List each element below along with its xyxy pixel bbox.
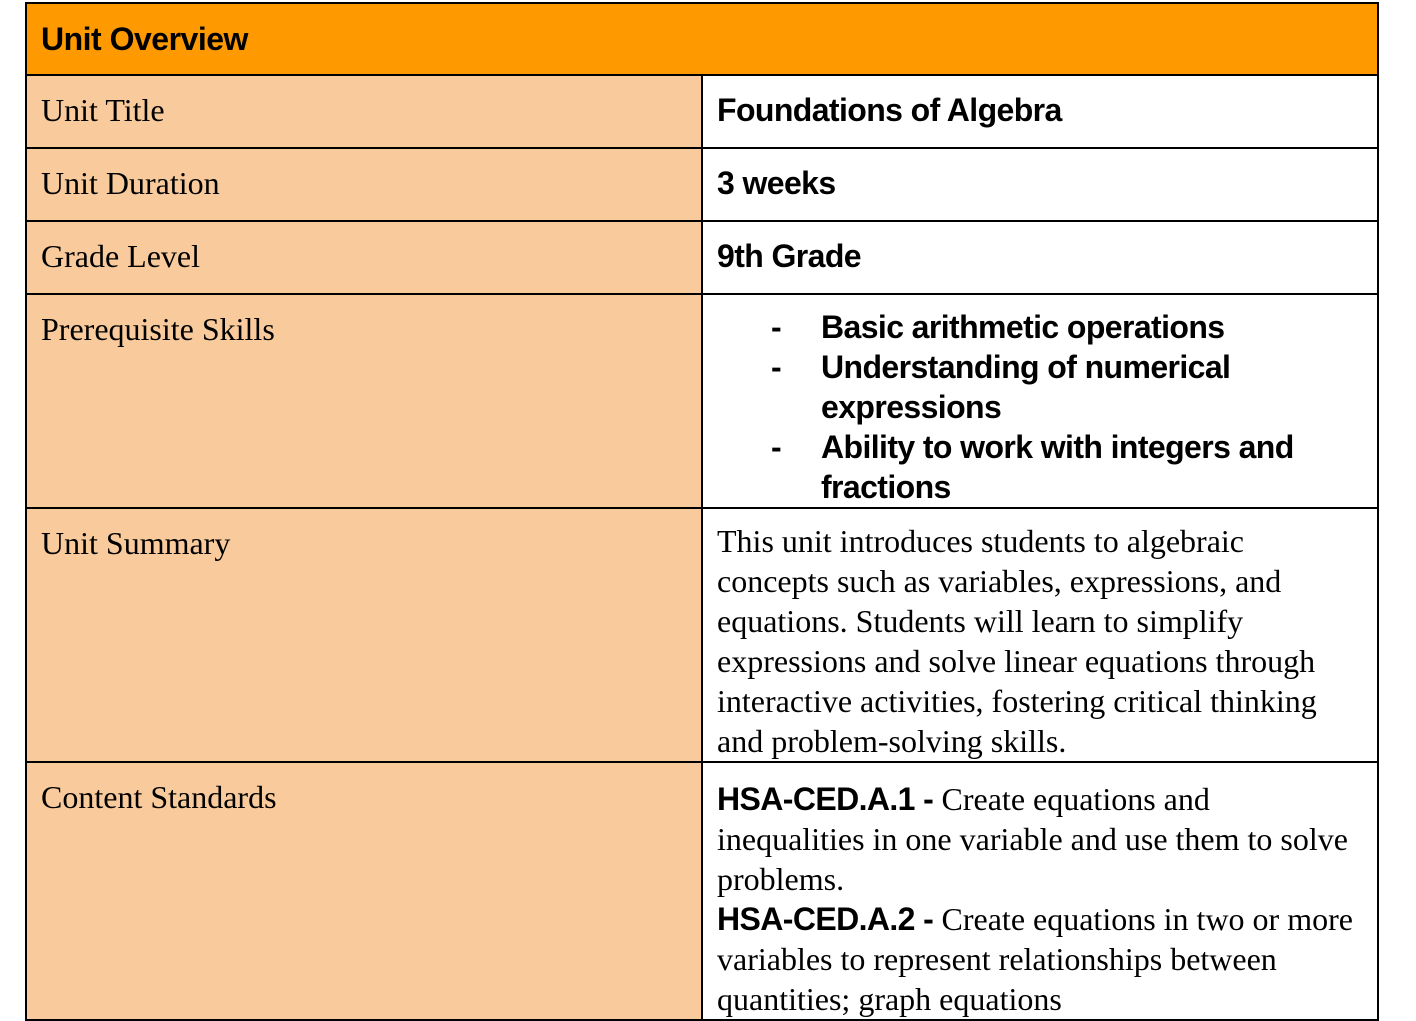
list-item <box>771 307 1363 347</box>
unit-overview-table <box>25 2 1379 1021</box>
standard-item <box>717 779 1363 899</box>
dash-bullet: - <box>771 309 782 345</box>
unit-summary-value <box>702 508 1378 762</box>
table-row <box>26 762 1378 1020</box>
prerequisite-skills-label: Prerequisite Skills <box>26 294 702 508</box>
list-item <box>771 347 1363 427</box>
unit-duration-label: Unit Duration <box>26 148 702 221</box>
unit-title-label: Unit Title <box>26 75 702 148</box>
standard-code: HSA-CED.A.1 - <box>717 781 942 817</box>
prerequisite-skills-value <box>702 294 1378 508</box>
grade-level-value: 9th Grade <box>702 221 1378 294</box>
table-row <box>26 294 1378 508</box>
table-header: Unit Overview <box>26 3 1378 75</box>
unit-summary-label: Unit Summary <box>26 508 702 762</box>
grade-level-label: Grade Level <box>26 221 702 294</box>
content-standards-value <box>702 762 1378 1020</box>
unit-summary-text: This unit introduces students to algebraic concepts such as variables, expressions, and equations. Students will learn to simplify expressions and solve linear equations through interactive activities, fostering critical thinking and problem-solving skills. <box>717 523 1317 759</box>
standard-text: Create equations in two or more variables to represent relationships between quantities; graph equations <box>717 901 1353 1017</box>
table-row <box>26 508 1378 762</box>
standard-code: HSA-CED.A.2 - <box>717 901 942 937</box>
prerequisite-skills-list <box>717 307 1363 507</box>
table-header-row <box>26 3 1378 75</box>
skill-text: Understanding of numerical expressions <box>821 349 1231 425</box>
standard-item <box>717 899 1363 1019</box>
content-standards-label: Content Standards <box>26 762 702 1020</box>
unit-duration-value: 3 weeks <box>702 148 1378 221</box>
list-item <box>771 427 1363 507</box>
dash-bullet: - <box>771 429 782 465</box>
dash-bullet: - <box>771 349 782 385</box>
skill-text: Ability to work with integers and fractions <box>821 429 1294 505</box>
table-row <box>26 148 1378 221</box>
skill-text: Basic arithmetic operations <box>821 309 1225 345</box>
standard-text: Create equations and inequalities in one variable and use them to solve problems. <box>717 781 1348 897</box>
unit-title-value: Foundations of Algebra <box>702 75 1378 148</box>
table-row <box>26 221 1378 294</box>
table-row <box>26 75 1378 148</box>
